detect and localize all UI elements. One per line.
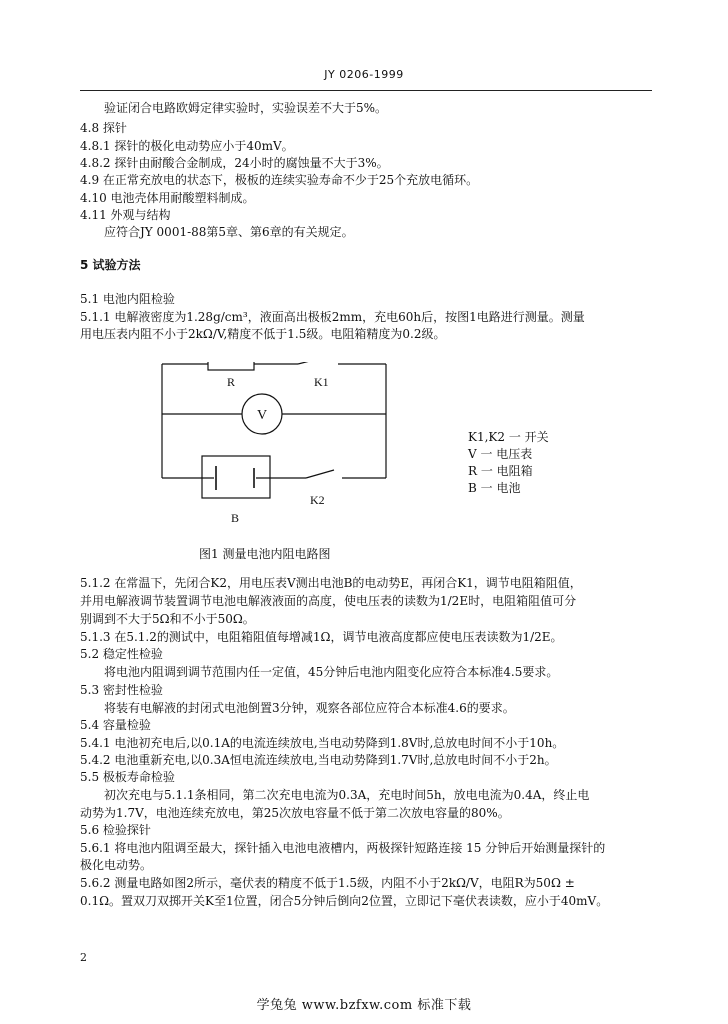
text-line: 别调到不大于5Ω和不小于50Ω。 xyxy=(80,612,255,626)
clause-heading: 5.5 极板寿命检验 xyxy=(80,770,175,784)
text-line: 极化电动势。 xyxy=(80,858,153,872)
legend-item: R 一 电阻箱 xyxy=(468,464,533,478)
header-rule xyxy=(80,90,652,91)
text-line: 将电池内阻调到调节范围内任一定值，45分钟后电池内阻变化应符合本标准4.5要求。 xyxy=(104,665,559,679)
battery-icon xyxy=(216,466,254,490)
label-b: B xyxy=(231,511,240,525)
text-line: 5.1.1 电解液密度为1.28g/cm³，液面高出极板2mm，充电60h后，按图1电路进行测量。测量 xyxy=(80,310,585,324)
text-line: 5.4.1 电池初充电后,以0.1A的电流连续放电,当电动势降到1.8V时,总放电时间不小于10h。 xyxy=(80,736,565,750)
label-r: R xyxy=(227,375,236,389)
text-line: 5.6.2 测量电路如图2所示，毫伏表的精度不低于1.5级，内阻不小于2kΩ/V，电阻R为50Ω ± xyxy=(80,876,575,890)
figure-caption: 图1 测量电池内阻电路图 xyxy=(199,547,331,561)
label-k1: K1 xyxy=(314,375,329,389)
text-line: 4.8.2 探针由耐酸合金制成，24小时的腐蚀量不大于3%。 xyxy=(80,156,389,170)
text-line: 应符合JY 0001-88第5章、第6章的有关规定。 xyxy=(104,225,354,239)
text-line: 并用电解液调节装置调节电池电解液液面的高度，使电压表的读数为1/2E时，电阻箱阻值可分 xyxy=(80,594,577,608)
clause-heading: 5.1 电池内阻检验 xyxy=(80,292,175,306)
clause-heading: 4.8 探针 xyxy=(80,121,127,135)
clause-heading: 5.2 稳定性检验 xyxy=(80,647,163,661)
label-k2: K2 xyxy=(310,493,325,507)
text-line: 5.4.2 电池重新充电,以0.3A恒电流连续放电,当电动势降到1.7V时,总放电时间不小于2h。 xyxy=(80,753,557,767)
section-heading: 5 试验方法 xyxy=(80,258,141,272)
watermark: 学兔兔 www.bzfxw.com 标准下载 xyxy=(256,998,472,1013)
legend-item: V 一 电压表 xyxy=(468,447,533,461)
clause-heading: 5.3 密封性检验 xyxy=(80,683,163,697)
legend-item: B 一 电池 xyxy=(468,481,521,495)
text-line: 初次充电与5.1.1条相同，第二次充电电流为0.3A，充电时间5h，放电电流为0.4A，终止电 xyxy=(104,788,590,802)
text-line: 动势为1.7V，电池连续充放电，第25次放电容量不低于第二次放电容量的80%。 xyxy=(80,806,510,820)
text-line: 用电压表内阻不小于2kΩ/V,精度不低于1.5级。电阻箱精度为0.2级。 xyxy=(80,327,446,341)
text-line: 5.6.1 将电池内阻调至最大，探针插入电池电液槽内，两极探针短路连接 15 分钟后开始测量探针的 xyxy=(80,841,606,855)
legend-item: K1,K2 一 开关 xyxy=(468,430,549,444)
text-line: 5.1.3 在5.1.2的测试中，电阻箱阻值每增减1Ω，调节电液高度都应使电压表读数为1/2E。 xyxy=(80,630,563,644)
clause-heading: 5.6 检验探针 xyxy=(80,823,151,837)
text-line: 将装有电解液的封闭式电池倒置3分钟，观察各部位应符合本标准4.6的要求。 xyxy=(104,701,515,715)
clause-heading: 4.11 外观与结构 xyxy=(80,208,171,222)
text-line: 验证闭合电路欧姆定律实验时，实验误差不大于5%。 xyxy=(104,101,388,115)
switch-k2-icon xyxy=(306,470,334,478)
battery-enclosure-icon xyxy=(202,456,270,498)
text-line: 4.9 在正常充放电的状态下，极板的连续实验寿命不少于25个充放电循环。 xyxy=(80,173,479,187)
resistor-box-icon xyxy=(208,362,254,370)
text-line: 5.1.2 在常温下，先闭合K2，用电压表V测出电池B的电动势E，再闭合K1，调节电阻箱阻值， xyxy=(80,576,582,590)
clause-heading: 5.4 容量检验 xyxy=(80,718,151,732)
label-v: V xyxy=(257,408,268,423)
page-number: 2 xyxy=(80,951,87,964)
standard-code: JY 0206-1999 xyxy=(324,68,404,81)
circuit-diagram xyxy=(160,362,390,532)
text-line: 4.10 电池壳体用耐酸塑料制成。 xyxy=(80,191,255,205)
switch-k1-icon xyxy=(298,362,330,364)
text-line: 4.8.1 探针的极化电动势应小于40mV。 xyxy=(80,139,294,153)
text-line: 0.1Ω。置双刀双掷开关K至1位置，闭合5分钟后倒向2位置，立即记下毫伏表读数，应小于40mV。 xyxy=(80,894,609,908)
